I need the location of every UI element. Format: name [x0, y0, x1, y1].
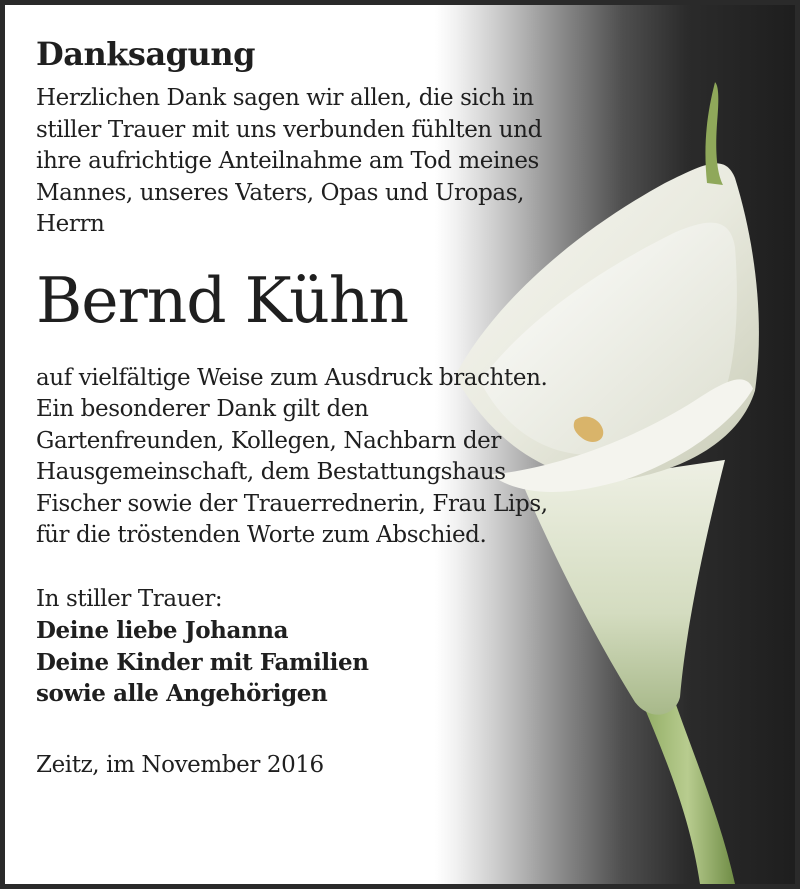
stem-shape	[640, 687, 735, 884]
page-title: Danksagung	[36, 35, 255, 73]
place-date: Zeitz, im November 2016	[36, 751, 324, 778]
intro-paragraph: Herzlichen Dank sagen wir allen, die sich in stiller Trauer mit uns verbunden fühlten und ihre aufrichtige Anteilnahme am Tod meines Mannes, unseres Vaters, Opas und Uropas, Herrn	[36, 85, 542, 237]
signature-name: sowie alle Angehörigen	[36, 680, 328, 707]
body-paragraph: auf vielfältige Weise zum Ausdruck brachten. Ein besonderer Dank gilt den Gartenfreunden, Kollegen, Nachbarn der Hausgemeinschaft, dem Bestattungshaus Fischer sowie der Trauerrednerin, Frau Lips, für die tröstenden Worte zum Abschied.	[36, 364, 548, 548]
obituary-text	[36, 35, 556, 781]
signature-lead: In stiller Trauer:	[36, 585, 223, 612]
signature-name: Deine Kinder mit Familien	[36, 648, 369, 676]
signature-block	[36, 584, 556, 710]
deceased-name: Bernd Kühn	[36, 263, 409, 337]
signature-name: Deine liebe Johanna	[36, 617, 289, 644]
